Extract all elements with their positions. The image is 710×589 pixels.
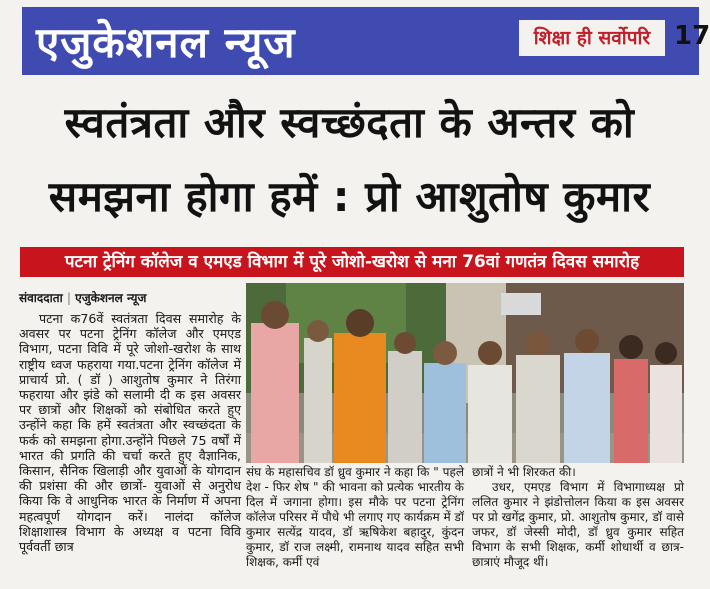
column-3-text: उधर, एमएड विभाग में विभागाध्यक्ष प्रो ललित कुमार ने झंडोत्तोलन किया क इस अवसर पर प्रो खगेंद्र कुमार, प्रो. आशुतोष कुमार, डॉ वासे जफर, डॉ जेस्सी मोदी, डॉ ध्रुव कुमार सहित विभाग के सभी शिक्षक, कर्मी शोधार्थी व छात्र- छात्राएं मौजूद थीं। <box>472 480 684 569</box>
tagline-box: शिक्षा ही सर्वोपरि <box>519 20 665 56</box>
byline-source: एजुकेशनल न्यूज <box>75 291 147 305</box>
section-banner <box>22 7 710 75</box>
byline-label: संवाददाता <box>19 291 63 305</box>
page-number: 17 <box>674 21 710 51</box>
subheadline-strap: पटना ट्रेनिंग कॉलेज व एमएड विभाग में पूरे जोशो-खरोश से मना 76वां गणतंत्र दिवस समारोह <box>20 247 684 277</box>
section-title: एजुकेशनल न्यूज <box>36 18 296 67</box>
column-2-text: संघ के महासचिव डॉ ध्रुव कुमार ने कहा कि " पहले देश - फिर शेष " की भावना को प्रत्येक भारतीय के दिल में जगाना होगा। इस मौके पर पटना ट्रेनिंग कॉलेज परिसर में पौधे भी लगाए गए कार्यक्रम में डॉ कुमार सत्येंद्र यादव, डॉ ऋषिकेश बहादुर, कुंदन कुमार, डॉ राज लक्ष्मी, रामनाथ यादव सहित सभी शिक्षक, कर्मी एवं <box>246 465 464 569</box>
column-3-lead: छात्रों ने भी शिरकत की। <box>472 465 576 479</box>
byline-divider: | <box>66 291 72 305</box>
headline-line-2: समझना होगा हमें : प्रो आशुतोष कुमार <box>48 172 651 221</box>
article-column-1 <box>19 311 241 554</box>
news-photo <box>246 283 684 463</box>
byline <box>19 289 146 306</box>
article-column-2 <box>246 465 464 570</box>
article-column-3 <box>472 465 684 570</box>
group-photo-illustration <box>246 283 684 463</box>
headline-line-1: स्वतंत्रता और स्वच्छंदता के अन्तर को <box>64 98 635 147</box>
column-1-text: पटना क76वें स्वतंत्रता दिवस समारोह के अवसर पर पटना ट्रेनिंग कॉलेज और एमएड विभाग, पटना विवि में पूरे जोशो-खरोश के साथ राष्ट्रीय ध्वज फहराया गया.पटना ट्रेनिंग कॉलेज में प्राचार्य प्रो. ( डॉ ) आशुतोष कुमार ने तिरंगा फहराया और झंडे को सलामी दी क इस अवसर पर छात्रों और शिक्षकों को संबोधित करते हुए उन्होंने कहा कि हमें स्वतंत्रता और स्वच्छंदता के फर्क को समझना होगा.उन्होंने पिछले 75 वर्षों में भारत की प्रगति की चर्चा करते हुए वैज्ञानिक, किसान, सैनिक खिलाड़ी और युवाओं के योगदान की प्रशंसा की और छात्रों- युवाओं से अनुरोध किया कि वे आधुनिक भारत के निर्माण में अपना महत्वपूर्ण योगदान करें। नालंदा कॉलेज शिक्षाशास्त्र विभाग के अध्यक्ष व पटना विवि पूर्ववर्ती छात्र <box>19 311 241 555</box>
